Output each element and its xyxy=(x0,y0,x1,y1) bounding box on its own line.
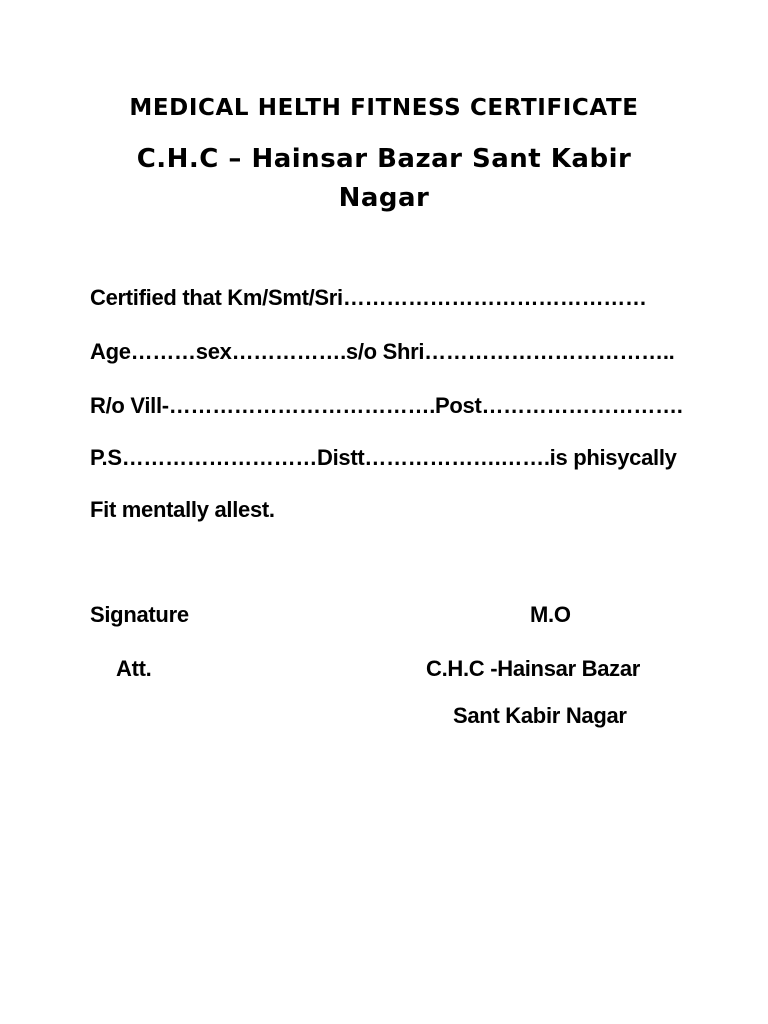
certificate-title: MEDICAL HELTH FITNESS CERTIFICATE xyxy=(129,95,639,121)
chc-name-label: C.H.C -Hainsar Bazar xyxy=(426,656,641,681)
chc-location-label: Sant Kabir Nagar xyxy=(453,703,627,728)
signature-label: Signature xyxy=(90,602,189,627)
certificate-line-fitness: Fit mentally allest. xyxy=(90,497,275,522)
attested-label: Att. xyxy=(116,656,152,681)
certificate-line-address: R/o Vill-……………………………….Post………………………. xyxy=(90,393,683,418)
certificate-line-age: Age………sex…………….s/o Shri…………………………….. xyxy=(90,339,675,364)
medical-officer-label: M.O xyxy=(530,602,571,627)
certificate-subtitle: C.H.C – Hainsar Bazar Sant Kabir Nagar xyxy=(136,144,632,213)
certificate-line-name: Certified that Km/Smt/Sri…………………………………… xyxy=(90,285,647,310)
certificate-line-district: P.S………………………Distt……………….…….is phisycally xyxy=(90,445,677,470)
